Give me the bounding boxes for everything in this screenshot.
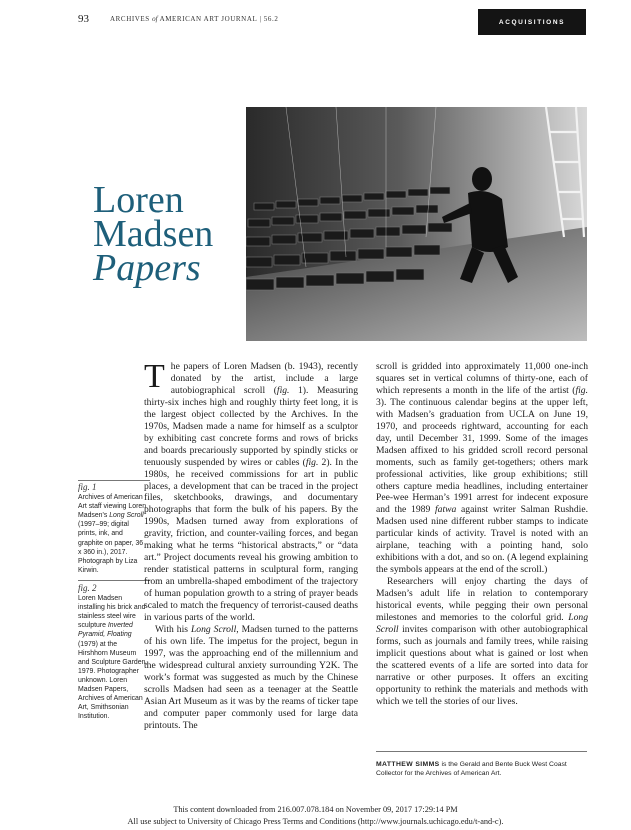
journal-name-of: of (152, 15, 158, 23)
paragraph-1-text-3: 2). In the 1980s, he received commissions for art in public places, a development that can be traced in the project files, sketchbooks, drawings, and documentary photographs that form the bulk of his papers. By the 1990s, Madsen turned away from explorations of gravity, friction, and counter-vailing forces, and began making what he terms “historical abstracts,” or “data art.” Project documents reveal his growing ambition to render statistical patterns in sculptural form, ranging from an umbrella-shaped embodiment of the trajectory of human population growth to a string of prayer beads scaled to match the frequency of terrorist-caused deaths in various parts of the world. (144, 456, 358, 624)
caption-fig1 (78, 483, 148, 575)
paragraph-4 (376, 576, 588, 707)
fig-ref: fig. (276, 384, 290, 396)
paragraph-2-text: With his (155, 623, 191, 635)
drop-cap: T (144, 358, 165, 395)
journal-name-part: ARCHIVES (110, 15, 153, 23)
author-note (376, 760, 588, 778)
paragraph-3-text-2: 3). The continuous calendar begins at the upper left, with Madsen’s graduation from UCLA on June 19, 1970, and proceeds rightward, accounting for each day, until December 31, 1999. Some of the images Madsen affixed to his gridded scroll record personal moments, such as family get-togethers; others mark professional activities, like group exhibitions; still others capture media headlines, including entertainer Pee-wee Herman’s 1991 arrest for indecent exposure and the 1989 (376, 396, 588, 516)
author-rule (376, 751, 587, 752)
caption-fig2 (78, 584, 148, 721)
caption-fig2-label: fig. 2 (78, 583, 97, 593)
work-title: Long Scroll (190, 623, 237, 635)
paragraph-4-text: Researchers will enjoy charting the days of Madsen’s adult life in relation to contemporary historical events, while pegging their own personal milestones and memories to the colorful grid. (376, 576, 588, 624)
section-label: ACQUISITIONS (498, 18, 566, 26)
work-title: Long Scroll (376, 612, 588, 635)
title-line-1: Loren (93, 179, 184, 221)
paragraph-3-text-3: against writer Salman Rushdie. Madsen used nine different rubber stamps to indicate particular kinds of activity. Travel is noted with an airplane, teaching with a pointing hand, solo exhibitions with a dot, and so on. (A legend explaining the symbols appears at the end of the scroll.) (376, 504, 588, 576)
terms-notice: All use subject to University of Chicago Press Terms and Conditions (http://www.journals.uchicago.edu/t-and-c). (127, 817, 504, 826)
fig-ref: fig. (575, 384, 588, 396)
paragraph-4-text-2: invites comparison with other autobiographical forms, such as journals and family trees, while raising implicit questions about what is gained or lost when the scattered events of a life are sorted into data for narrative or other purposes. It offers an exciting opportunity to rethink the materials and methods with which we tell the stories of our lives. (376, 623, 588, 707)
title-line-3: Papers (93, 247, 201, 289)
section-tab (478, 9, 586, 35)
paragraph-1 (144, 358, 358, 624)
author-bio: is the Gerald and Bente Buck West Coast Collector for the Archives of American Art. (376, 761, 567, 777)
caption-fig2-title: Inverted Pyramid, Floating (78, 622, 133, 639)
page-number: 93 (78, 13, 89, 25)
paragraph-3 (376, 361, 588, 576)
caption-rule (78, 480, 150, 481)
paragraph-1-text-2: 1). Measuring thirty-six inches high and roughly thirty feet long, it is the largest object collected by the Archives. In the 1970s, Madsen made a name for himself as a sculptor by exhibiting cast concrete forms and rows of bricks and boards precariously supported by spindly sticks or tenuously suspended by wires or cables ( (144, 384, 358, 468)
paragraph-2-text-2: , Madsen turned to the patterns of his own life. The impetus for the project, begun in 1997, was the approaching end of the millennium and the widespread cultural anxiety surrounding Y2K. The work’s format was suggested as much by the Chinese scrolls Madsen had seen as a teenager at the Seattle Asian Art Museum as it was by the reams of ticker tape and computer paper commonly used for large data printouts. The (144, 623, 359, 731)
caption-fig2-text: Loren Madsen installing his brick and stainless steel wire sculpture (78, 595, 146, 630)
journal-name-issue: AMERICAN ART JOURNAL | 56.2 (157, 15, 279, 23)
download-notice: This content downloaded from 216.007.078.184 on November 09, 2017 17:29:14 PM (173, 805, 458, 814)
body-column-2 (376, 361, 588, 708)
italic-word: fatwa (434, 504, 457, 516)
paragraph-1-text: he papers of Loren Madsen (b. 1943), recently donated by the artist, include a large autobiographical scroll ( (170, 361, 358, 396)
article-title (93, 179, 263, 289)
body-column-1 (144, 358, 359, 732)
caption-fig1-label: fig. 1 (78, 482, 97, 492)
article-photo (246, 107, 587, 341)
caption-fig1-title: Long Scroll (109, 512, 144, 520)
author-name: MATTHEW SIMMS (376, 761, 440, 768)
caption-fig1-text-2: (1997–99; digital prints, ink, and graphite on paper, 36 x 360 in.), 2017. Photograph by Liza Kirwin. (78, 521, 144, 574)
paragraph-3-text: scroll is gridded into approximately 11,000 one-inch squares set in vertical columns of thirty-one, each of which represents a month in the life of the artist ( (376, 361, 588, 396)
paragraph-2 (144, 624, 358, 732)
fig-ref: fig. (305, 456, 319, 468)
caption-rule (78, 580, 150, 581)
caption-fig2-text-2: (1979) at the Hirshhorn Museum and Sculpture Garden, 1979. Photographer unknown. Loren Madsen Papers, Archives of American Art, Smithsonian Institution. (78, 640, 148, 721)
journal-name (110, 15, 278, 23)
caption-fig1-text: Archives of American Art staff viewing Loren Madsen's (78, 494, 147, 520)
title-line-2: Madsen (93, 213, 214, 255)
